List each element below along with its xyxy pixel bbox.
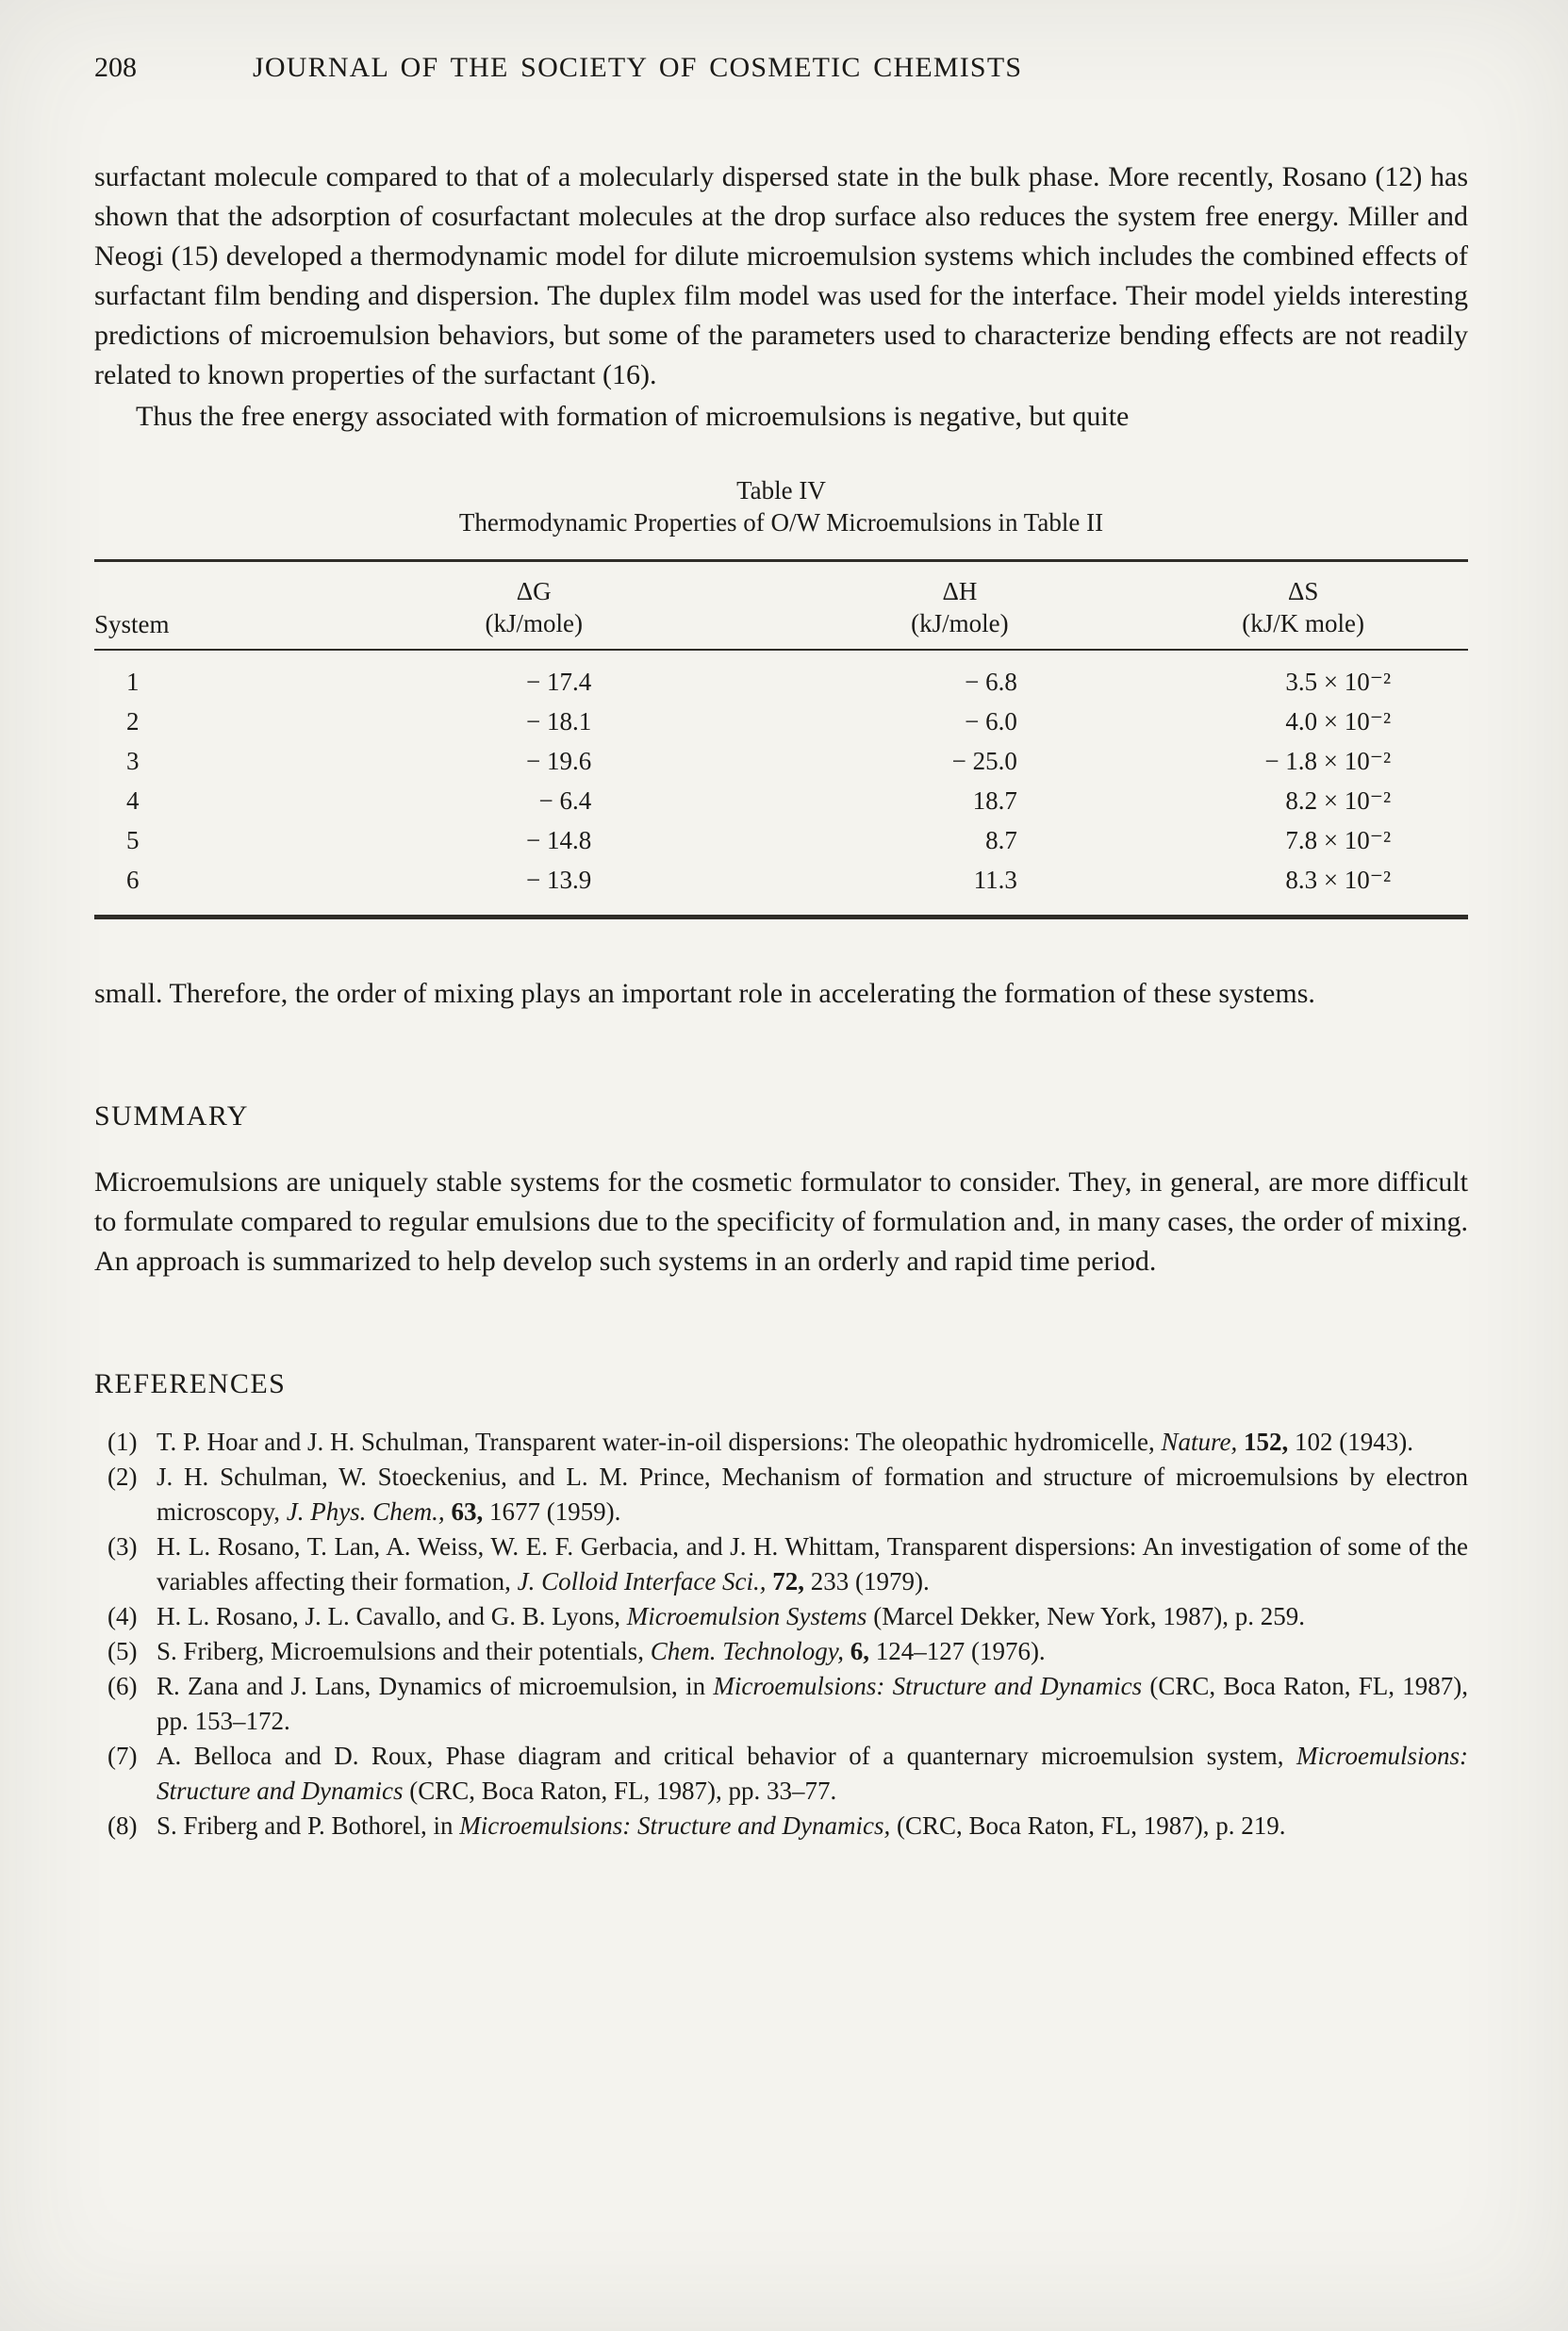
table-cell: − 25.0 (951, 747, 1017, 775)
table-title: Table IV (736, 476, 826, 504)
reference-item (107, 1460, 1468, 1529)
reference-item (107, 1529, 1468, 1599)
table-cell: 7.8 × 10⁻² (1285, 826, 1392, 854)
references-heading: REFERENCES (94, 1368, 287, 1399)
reference-item (107, 1739, 1468, 1809)
table-row (94, 860, 1468, 918)
table-cell: 5 (126, 826, 140, 854)
reference-text: S. Friberg, Microemulsions and their potentials, Chem. Technology, 6, 124–127 (1976). (157, 1637, 1046, 1665)
table-cell: − 6.0 (965, 707, 1017, 736)
page-number: 208 (94, 52, 137, 83)
reference-number: (5) (107, 1637, 138, 1665)
table-cell: − 1.8 × 10⁻² (1264, 747, 1392, 775)
table-cell: 8.2 × 10⁻² (1285, 786, 1392, 815)
table-cell: 11.3 (973, 866, 1017, 894)
table-cell: 4.0 × 10⁻² (1285, 707, 1392, 736)
reference-number: (3) (107, 1532, 138, 1561)
reference-text: A. Belloca and D. Roux, Phase diagram and critical behavior of a quanternary microemulsion system, Microemulsions: Structure and Dynamics (CRC, Boca Raton, FL, 1987), pp. 33–77. (157, 1742, 1468, 1805)
col-name-delta-s: ΔS (1287, 577, 1319, 605)
table-row (94, 820, 1468, 860)
col-name-delta-g: ΔG (516, 577, 552, 605)
summary-heading: SUMMARY (94, 1100, 249, 1132)
running-head (94, 52, 1468, 84)
reference-number: (8) (107, 1811, 138, 1840)
table-cell: − 14.8 (525, 826, 592, 854)
thermodynamic-properties-table (94, 559, 1468, 919)
col-header-delta-g (287, 561, 782, 651)
journal-title: JOURNAL OF THE SOCIETY OF COSMETIC CHEMISTS (253, 52, 1023, 83)
col-unit-delta-h: (kJ/mole) (911, 609, 1009, 637)
reference-text: S. Friberg and P. Bothorel, in Microemulsions: Structure and Dynamics, (CRC, Boca Raton, FL, 1987), p. 219. (157, 1811, 1286, 1840)
reference-number: (6) (107, 1672, 138, 1700)
reference-text: H. L. Rosano, J. L. Cavallo, and G. B. Lyons, Microemulsion Systems (Marcel Dekker, New York, 1987), p. 259. (157, 1602, 1306, 1630)
table-cell: 8.7 (985, 826, 1017, 854)
table-row (94, 781, 1468, 820)
table-cell: − 17.4 (525, 668, 592, 696)
reference-number: (7) (107, 1742, 138, 1770)
reference-text: H. L. Rosano, T. Lan, A. Weiss, W. E. F. Gerbacia, and J. H. Whittam, Transparent dispersions: An investigation of some of the variables affecting their formation, J. Colloid Interface Sci., 72, 233 (1979). (157, 1532, 1468, 1595)
reference-item (107, 1599, 1468, 1634)
reference-item (107, 1809, 1468, 1843)
reference-item (107, 1425, 1468, 1460)
paragraph-small: small. Therefore, the order of mixing plays an important role in accelerating the formation of these systems. (94, 978, 1315, 1009)
col-name-system: System (94, 610, 170, 638)
reference-text: T. P. Hoar and J. H. Schulman, Transparent water-in-oil dispersions: The oleopathic hydromicelle, Nature, 152, 102 (1943). (157, 1428, 1413, 1456)
table-cell: − 19.6 (525, 747, 592, 775)
reference-number: (2) (107, 1463, 138, 1491)
summary-paragraph: Microemulsions are uniquely stable systems for the cosmetic formulator to consider. They, in general, are more difficult to formulate compared to regular emulsions due to the specificity of formulation and, in many cases, the order of mixing. An approach is summarized to help develop such systems in an orderly and rapid time period. (94, 1166, 1468, 1277)
col-header-delta-s (1138, 561, 1468, 651)
table-cell: 8.3 × 10⁻² (1285, 866, 1392, 894)
col-header-system (94, 561, 287, 651)
col-unit-delta-s: (kJ/K mole) (1242, 609, 1365, 637)
reference-text: R. Zana and J. Lans, Dynamics of microemulsion, in Microemulsions: Structure and Dynamics (CRC, Boca Raton, FL, 1987), pp. 153–172. (157, 1672, 1469, 1735)
table-row (94, 702, 1468, 741)
table-row (94, 650, 1468, 702)
reference-text: J. H. Schulman, W. Stoeckenius, and L. M. Prince, Mechanism of formation and structure of microemulsions by electron microscopy, J. Phys. Chem., 63, 1677 (1959). (157, 1463, 1468, 1526)
table-body (94, 650, 1468, 918)
table-cell: 1 (126, 668, 140, 696)
col-unit-delta-g: (kJ/mole) (485, 609, 583, 637)
table-cell: 18.7 (972, 786, 1017, 815)
table-row (94, 741, 1468, 781)
reference-item (107, 1669, 1468, 1739)
table-cell: 3 (126, 747, 140, 775)
table-header-row (94, 561, 1468, 651)
table-cell: − 6.8 (965, 668, 1017, 696)
table-cell: − 18.1 (525, 707, 592, 736)
table-cell: − 6.4 (538, 786, 592, 815)
reference-list (94, 1425, 1468, 1843)
paragraph-thus: Thus the free energy associated with formation of microemulsions is negative, but quite (136, 401, 1130, 432)
col-name-delta-h: ΔH (942, 577, 978, 605)
table-cell: 2 (126, 707, 140, 736)
col-header-delta-h (781, 561, 1138, 651)
reference-number: (4) (107, 1602, 138, 1630)
table-cell: 6 (126, 866, 140, 894)
table-iv-block (94, 474, 1468, 919)
table-cell: 3.5 × 10⁻² (1285, 668, 1392, 696)
paragraph-surfactant: surfactant molecule compared to that of a molecularly dispersed state in the bulk phase. More recently, Rosano (12) has shown that the adsorption of cosurfactant molecules at the drop surface also reduces the system free energy. Miller and Neogi (15) developed a thermodynamic model for dilute microemulsion systems which includes the combined effects of surfactant film bending and dispersion. The duplex film model was used for the interface. Their model yields interesting predictions of microemulsion behaviors, but some of the parameters used to characterize bending effects are not readily related to known properties of the surfactant (16). (94, 161, 1468, 390)
table-subtitle: Thermodynamic Properties of O/W Microemulsions in Table II (458, 508, 1104, 537)
reference-number: (1) (107, 1428, 138, 1456)
table-cell: − 13.9 (525, 866, 592, 894)
reference-item (107, 1634, 1468, 1669)
table-cell: 4 (126, 786, 140, 815)
